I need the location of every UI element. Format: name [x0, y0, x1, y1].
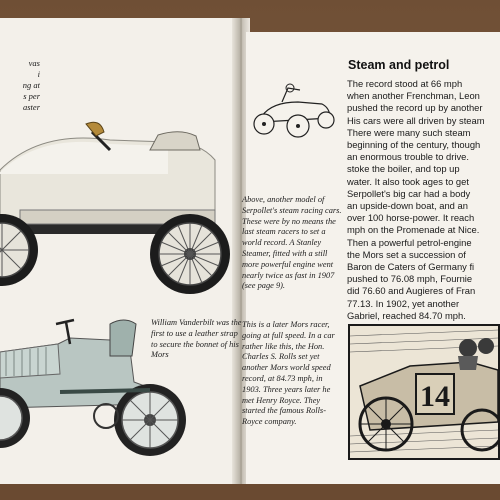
- mors-caption: This is a later Mors racer, going at full speed. In a car rather like this, the Hon. Charles S. Rolls set yet another Mors world speed record, at 84.73 mph, in 1903. Three years later he met Henry Royce. They started the famous Rolls-Royce company.: [242, 320, 335, 427]
- body-line: Serpollet's big car had a body: [347, 187, 471, 199]
- body-line: when another Frenchman, Leon: [347, 90, 480, 102]
- body-line: Then a powerful petrol-engine: [347, 236, 472, 248]
- body-line: There were many such steam: [347, 126, 471, 138]
- body-line: an upside-down boat, and an: [347, 200, 468, 212]
- steamer-caption: Above, another model of Serpollet's steam racing cars. These were by no means the last steam racers to set a world record. A Stanley Steamer, fitted with a still more powerful engine went nearly twice as fast in 1907 (see page 9).: [242, 195, 342, 291]
- vanderbilt-caption: William Vanderbilt was the first to use a leather strap to secure the bonnet of his Mors: [151, 318, 242, 360]
- small-steam-car-sketch: [242, 80, 338, 146]
- body-line: Baron de Caters of Germany fi: [347, 261, 475, 273]
- race-number: 14: [420, 380, 450, 413]
- section-heading: Steam and petrol: [348, 58, 450, 72]
- body-line: mph on the Promenade at Nice.: [347, 224, 480, 236]
- body-line: over 100 horse-power. It reach: [347, 212, 475, 224]
- left-edge-line: s per: [23, 91, 40, 101]
- body-line: Gabriel, reached 84.70 mph.: [347, 309, 466, 321]
- body-line: pushed the record up by another: [347, 102, 483, 114]
- left-edge-line: i: [37, 69, 40, 79]
- body-line: stoke the boiler, and top up: [347, 163, 460, 175]
- body-line: did 76.60 and Augieres of Fran: [347, 285, 476, 297]
- body-line: water. It also took ages to get: [347, 175, 469, 187]
- left-edge-line: aster: [23, 102, 40, 112]
- body-line: 77.13. In 1902, yet another: [347, 297, 460, 309]
- body-line: The record stood at 66 mph: [347, 78, 463, 89]
- serpollet-steam-car-illustration: [0, 110, 240, 300]
- left-edge-line: vas: [28, 58, 40, 68]
- body-line: beginning of the century, though: [347, 139, 481, 151]
- left-edge-text: [0, 58, 40, 113]
- body-line: pushed to 76.08 mph, Fournie: [347, 273, 473, 285]
- body-line: His cars were all driven by steam: [347, 114, 485, 126]
- body-text: [347, 78, 500, 322]
- mors-racer-engraving: [348, 324, 500, 460]
- body-line: an enormous trouble to drive.: [347, 151, 469, 163]
- left-edge-line: ng at: [22, 80, 40, 90]
- body-line: the Mors set a succession of: [347, 248, 466, 260]
- desk-bottom-edge: [0, 484, 500, 500]
